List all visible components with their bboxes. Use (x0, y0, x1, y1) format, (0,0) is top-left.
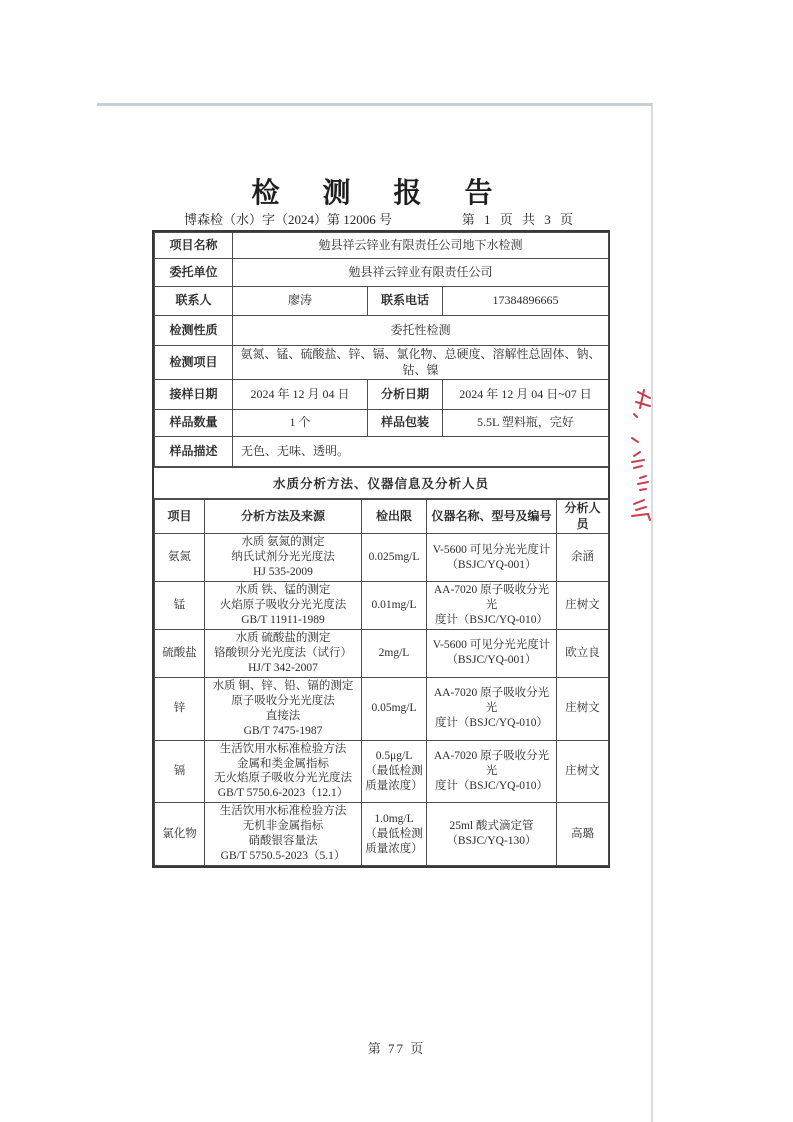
col-header-analyst: 分析人员 (557, 500, 609, 534)
method-cell: 生活饮用水标准检验方法 无机非金属指标 硝酸银容量法 GB/T 5750.5-2023（5.1） (205, 803, 362, 866)
limit-cell: 1.0mg/L （最低检测 质量浓度） (362, 803, 427, 866)
table-row (155, 582, 609, 630)
instrument-cell: AA-7020 原子吸收分光光 度计（BSJC/YQ-010） (427, 740, 557, 803)
limit-cell: 0.5μg/L （最低检测 质量浓度） (362, 740, 427, 803)
col-header-item: 项目 (155, 500, 205, 534)
method-cell: 水质 氨氮的测定 纳氏试剂分光光度法 HJ 535-2009 (205, 534, 362, 582)
field-label: 样品数量 (155, 410, 233, 437)
table-row (155, 677, 609, 740)
field-value: 无色、无味、透明。 (233, 437, 609, 467)
instrument-cell: 25ml 酸式滴定管 （BSJC/YQ-130） (427, 803, 557, 866)
document-number: 博森检（水）字（2024）第 12006 号 (184, 212, 393, 227)
method-cell: 水质 铁、锰的测定 火焰原子吸收分光光度法 GB/T 11911-1989 (205, 582, 362, 630)
table-row (155, 437, 609, 467)
table-row (155, 233, 609, 259)
method-cell: 水质 硫酸盐的测定 铬酸钡分光光度法（试行） HJ/T 342-2007 (205, 630, 362, 678)
field-value: 2024 年 12 月 04 日 (233, 380, 368, 410)
table-row (155, 740, 609, 803)
item-cell: 硫酸盐 (155, 630, 205, 678)
item-cell: 锌 (155, 677, 205, 740)
field-label: 样品包装 (368, 410, 443, 437)
field-label: 检测性质 (155, 316, 233, 346)
field-value: 氨氮、锰、硫酸盐、锌、镉、氯化物、总硬度、溶解性总固体、钠、钴、镍 (233, 346, 609, 380)
table-header-row (155, 500, 609, 534)
table-row (155, 259, 609, 287)
table-row (155, 803, 609, 866)
limit-cell: 2mg/L (362, 630, 427, 678)
field-label: 委托单位 (155, 259, 233, 287)
field-value: 委托性检测 (233, 316, 609, 346)
method-cell: 生活饮用水标准检验方法 金属和类金属指标 无火焰原子吸收分光光度法 GB/T 5750.6-2023（12.1） (205, 740, 362, 803)
limit-cell: 0.05mg/L (362, 677, 427, 740)
section-title: 水质分析方法、仪器信息及分析人员 (154, 467, 608, 499)
item-cell: 镉 (155, 740, 205, 803)
limit-cell: 0.025mg/L (362, 534, 427, 582)
field-label: 接样日期 (155, 380, 233, 410)
table-row (155, 630, 609, 678)
analysis-methods-table (154, 499, 609, 866)
analyst-cell: 庄树文 (557, 582, 609, 630)
table-row (155, 410, 609, 437)
instrument-cell: V-5600 可见分光光度计 （BSJC/YQ-001） (427, 534, 557, 582)
sample-info-table (154, 232, 609, 467)
item-cell: 锰 (155, 582, 205, 630)
instrument-cell: V-5600 可见分光光度计 （BSJC/YQ-001） (427, 630, 557, 678)
item-cell: 氨氮 (155, 534, 205, 582)
field-label: 检测项目 (155, 346, 233, 380)
field-label: 分析日期 (368, 380, 443, 410)
table-row (155, 380, 609, 410)
table-row (155, 287, 609, 316)
field-value: 5.5L 塑料瓶，完好 (443, 410, 609, 437)
analyst-cell: 庄树文 (557, 740, 609, 803)
method-cell: 水质 铜、锌、铅、镉的测定 原子吸收分光光度法 直接法 GB/T 7475-1987 (205, 677, 362, 740)
field-value: 勉县祥云锌业有限责任公司 (233, 259, 609, 287)
field-label: 样品描述 (155, 437, 233, 467)
field-value: 17384896665 (443, 287, 609, 316)
scanned-report-page (97, 103, 653, 1122)
analyst-cell: 高璐 (557, 803, 609, 866)
report-title: 检 测 报 告 (251, 178, 511, 209)
field-label: 联系电话 (368, 287, 443, 316)
page-count: 第 1 页 共 3 页 (461, 212, 576, 227)
col-header-instrument: 仪器名称、型号及编号 (427, 500, 557, 534)
table-row (155, 346, 609, 380)
page-number-footer: 第 77 页 (367, 1041, 426, 1056)
report-table (152, 230, 610, 868)
field-value: 1 个 (233, 410, 368, 437)
instrument-cell: AA-7020 原子吸收分光光 度计（BSJC/YQ-010） (427, 582, 557, 630)
instrument-cell: AA-7020 原子吸收分光光 度计（BSJC/YQ-010） (427, 677, 557, 740)
field-label: 项目名称 (155, 233, 233, 259)
field-label: 联系人 (155, 287, 233, 316)
analyst-cell: 欧立良 (557, 630, 609, 678)
document-number-line (152, 209, 610, 227)
analyst-cell: 余涵 (557, 534, 609, 582)
table-row (155, 316, 609, 346)
limit-cell: 0.01mg/L (362, 582, 427, 630)
col-header-method: 分析方法及来源 (205, 500, 362, 534)
field-value: 廖涛 (233, 287, 368, 316)
field-value: 2024 年 12 月 04 日~07 日 (443, 380, 609, 410)
col-header-limit: 检出限 (362, 500, 427, 534)
item-cell: 氯化物 (155, 803, 205, 866)
field-value: 勉县祥云锌业有限责任公司地下水检测 (233, 233, 609, 259)
table-row (155, 534, 609, 582)
analyst-cell: 庄树文 (557, 677, 609, 740)
red-ink-marks (620, 386, 652, 536)
